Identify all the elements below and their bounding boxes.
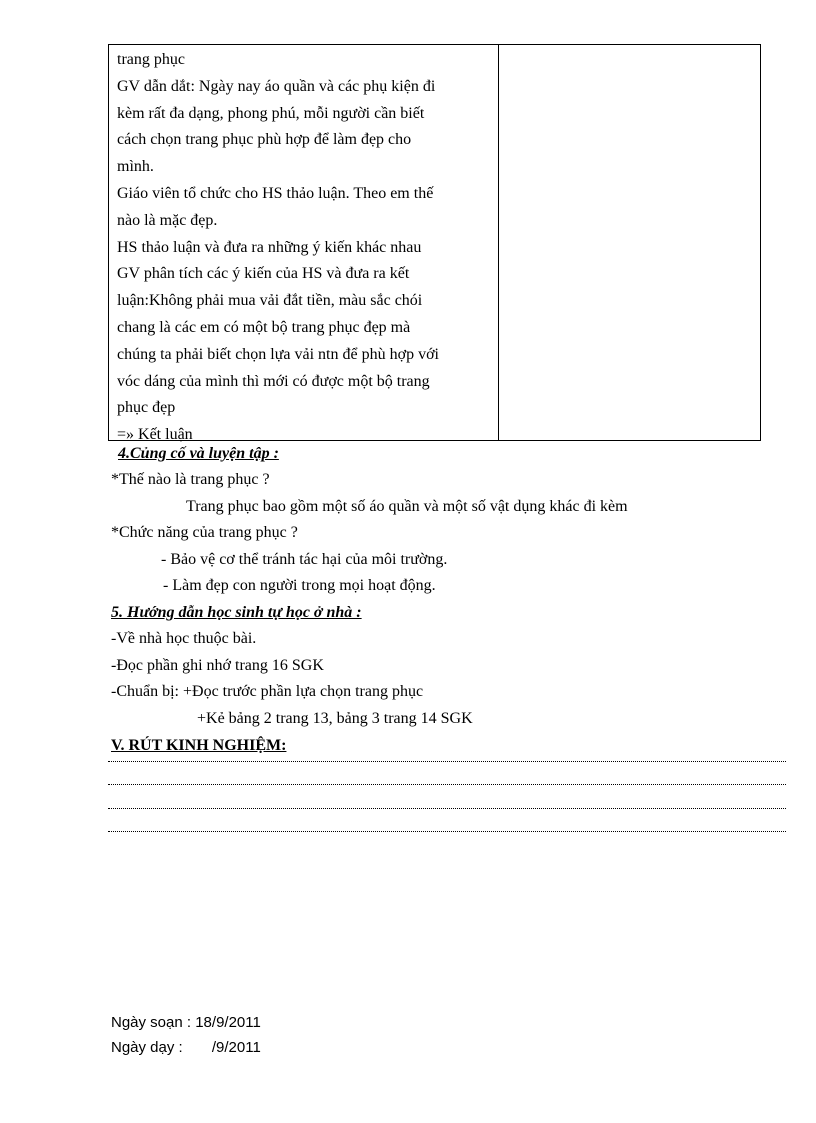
answer-2-item-1: - Bảo vệ cơ thể tránh tác hại của môi trường. — [161, 551, 448, 568]
table-line: luận:Không phải mua vải đắt tiền, màu sắc chói — [117, 292, 423, 310]
table-line: chúng ta phải biết chọn lựa vải ntn để phù hợp với — [117, 345, 439, 363]
section-v-heading: V. RÚT KINH NGHIỆM: — [111, 737, 287, 754]
table-line: trang phục — [117, 51, 185, 68]
table-line: mình. — [117, 158, 154, 176]
table-line: chang là các em có một bộ trang phục đẹp mà — [117, 318, 411, 336]
table-line: Giáo viên tổ chức cho HS thảo luận. Theo em thế — [117, 184, 434, 202]
answer-2-item-2: - Làm đẹp con người trong mọi hoạt động. — [163, 577, 436, 594]
homework-item-1: -Về nhà học thuộc bài. — [111, 630, 257, 647]
date-taught: Ngày dạy : /9/2011 — [111, 1039, 261, 1056]
date-prepared: Ngày soạn : 18/9/2011 — [111, 1014, 261, 1031]
table-line: nào là mặc đẹp. — [117, 211, 218, 229]
homework-item-4: +Kẻ bảng 2 trang 13, bảng 3 trang 14 SGK — [197, 710, 473, 727]
table-line: vóc dáng của mình thì mới có được một bộ trang — [117, 372, 430, 390]
lesson-table — [108, 44, 761, 444]
table-line: phục đẹp — [117, 399, 176, 417]
table-line: kèm rất đa dạng, phong phú, mỗi người cần biết — [117, 104, 425, 122]
table-line: GV dẫn dắt: Ngày nay áo quần và các phụ kiện đi — [117, 77, 436, 95]
question-1: *Thế nào là trang phục ? — [111, 471, 270, 488]
table-line: HS thảo luận và đưa ra những ý kiến khác nhau — [117, 238, 422, 256]
table-line: =» Kết luận — [117, 426, 193, 444]
table-line: cách chọn trang phục phù hợp để làm đẹp cho — [117, 131, 412, 149]
activity-column — [109, 45, 499, 444]
notes-dotted-line — [108, 784, 786, 785]
notes-dotted-line — [108, 808, 786, 809]
homework-item-2: -Đọc phần ghi nhớ trang 16 SGK — [111, 657, 324, 674]
section5-heading: 5. Hướng dẫn học sinh tự học ở nhà : — [111, 604, 362, 621]
question-2: *Chức năng của trang phục ? — [111, 524, 298, 541]
section4-heading: 4.Củng cố và luyện tập : — [118, 445, 279, 462]
homework-item-3: -Chuẩn bị: +Đọc trước phần lựa chọn trang phục — [111, 683, 424, 700]
notes-dotted-line — [108, 761, 786, 762]
answer-1: Trang phục bao gồm một số áo quần và một số vật dụng khác đi kèm — [186, 498, 628, 515]
table-line: GV phân tích các ý kiến của HS và đưa ra kết — [117, 265, 410, 283]
notes-dotted-line — [108, 831, 786, 832]
content-column — [499, 45, 760, 440]
